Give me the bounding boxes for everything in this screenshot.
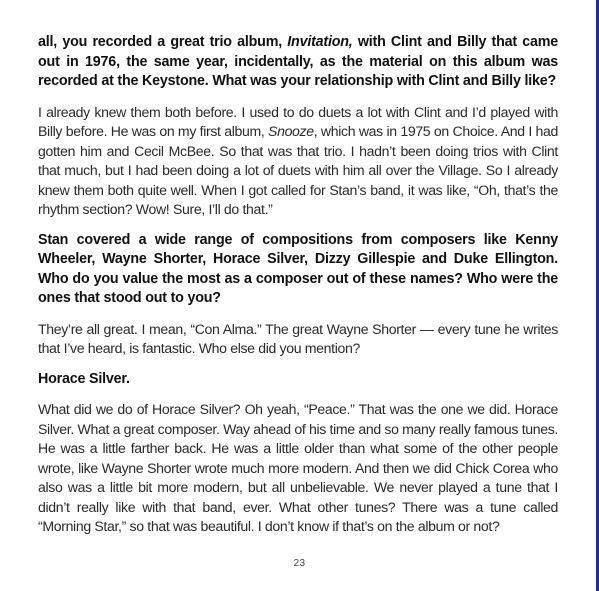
- question-paragraph: [38, 33, 558, 92]
- question-text: all, you recorded a great trio album,: [38, 34, 288, 50]
- answer-text: , which was in 1975 on Choice. And I had gotten him and Cecil McBee. So that was that trio. I hadn’t been doing trios with Clint that much, but I had been doing a lot of duets with him all over the Village. So I already knew them both quite well. When I got called for Stan’s band, it was like, “Oh, that’s the rhythm section? Wow! Sure, I’ll do that.”: [38, 123, 558, 217]
- question-paragraph: [38, 370, 558, 390]
- page-number: 23: [293, 558, 306, 569]
- album-title-invitation: Invitation,: [287, 34, 353, 50]
- answer-paragraph: [38, 103, 558, 220]
- answer-text: I already knew them both before. I used to do duets a lot with Clint and I’d played with Billy before. He was on my first album,: [38, 103, 558, 139]
- answer-paragraph: [38, 400, 558, 537]
- question-text: Horace Silver.: [38, 370, 130, 387]
- answer-text: They’re all great. I mean, “Con Alma.” The great Wayne Shorter — every tune he writes that I’ve heard, is fantastic. Who else did you mention?: [38, 320, 558, 356]
- question-text: with Clint and Billy that came out in 1976, the same year, incidentally, as the material on this album was recorded at the Keystone. What was your relationship with Clint and Billy like?: [38, 34, 559, 89]
- question-text: Stan covered a wide range of compositions from composers like Kenny Wheeler, Wayne Shorter, Horace Silver, Dizzy Gillespie and Duke Ellington. Who do you value the most as a composer out of these names? Who were the ones that stood out to you?: [38, 231, 558, 306]
- question-paragraph: [38, 231, 558, 309]
- answer-paragraph: [38, 320, 558, 359]
- answer-text: What did we do of Horace Silver? Oh yeah, “Peace.” That was the one we did. Horace Silver. What a great composer. Way ahead of his time and so many really famous tunes. He was a little farther back. He was a little older than what some of the other people wrote, like Wayne Shorter wrote much more modern. And then we did Chick Corea who also was a little bit more modern, but all unbelievable. We never played a tune that I didn’t really like with that band, ever. What other tunes? There was a tune called “Morning Star,” so that was beautiful. I don’t know if that’s on the album or not?: [38, 401, 558, 534]
- interview-text: [38, 33, 558, 548]
- album-title-snooze: Snooze: [268, 123, 314, 139]
